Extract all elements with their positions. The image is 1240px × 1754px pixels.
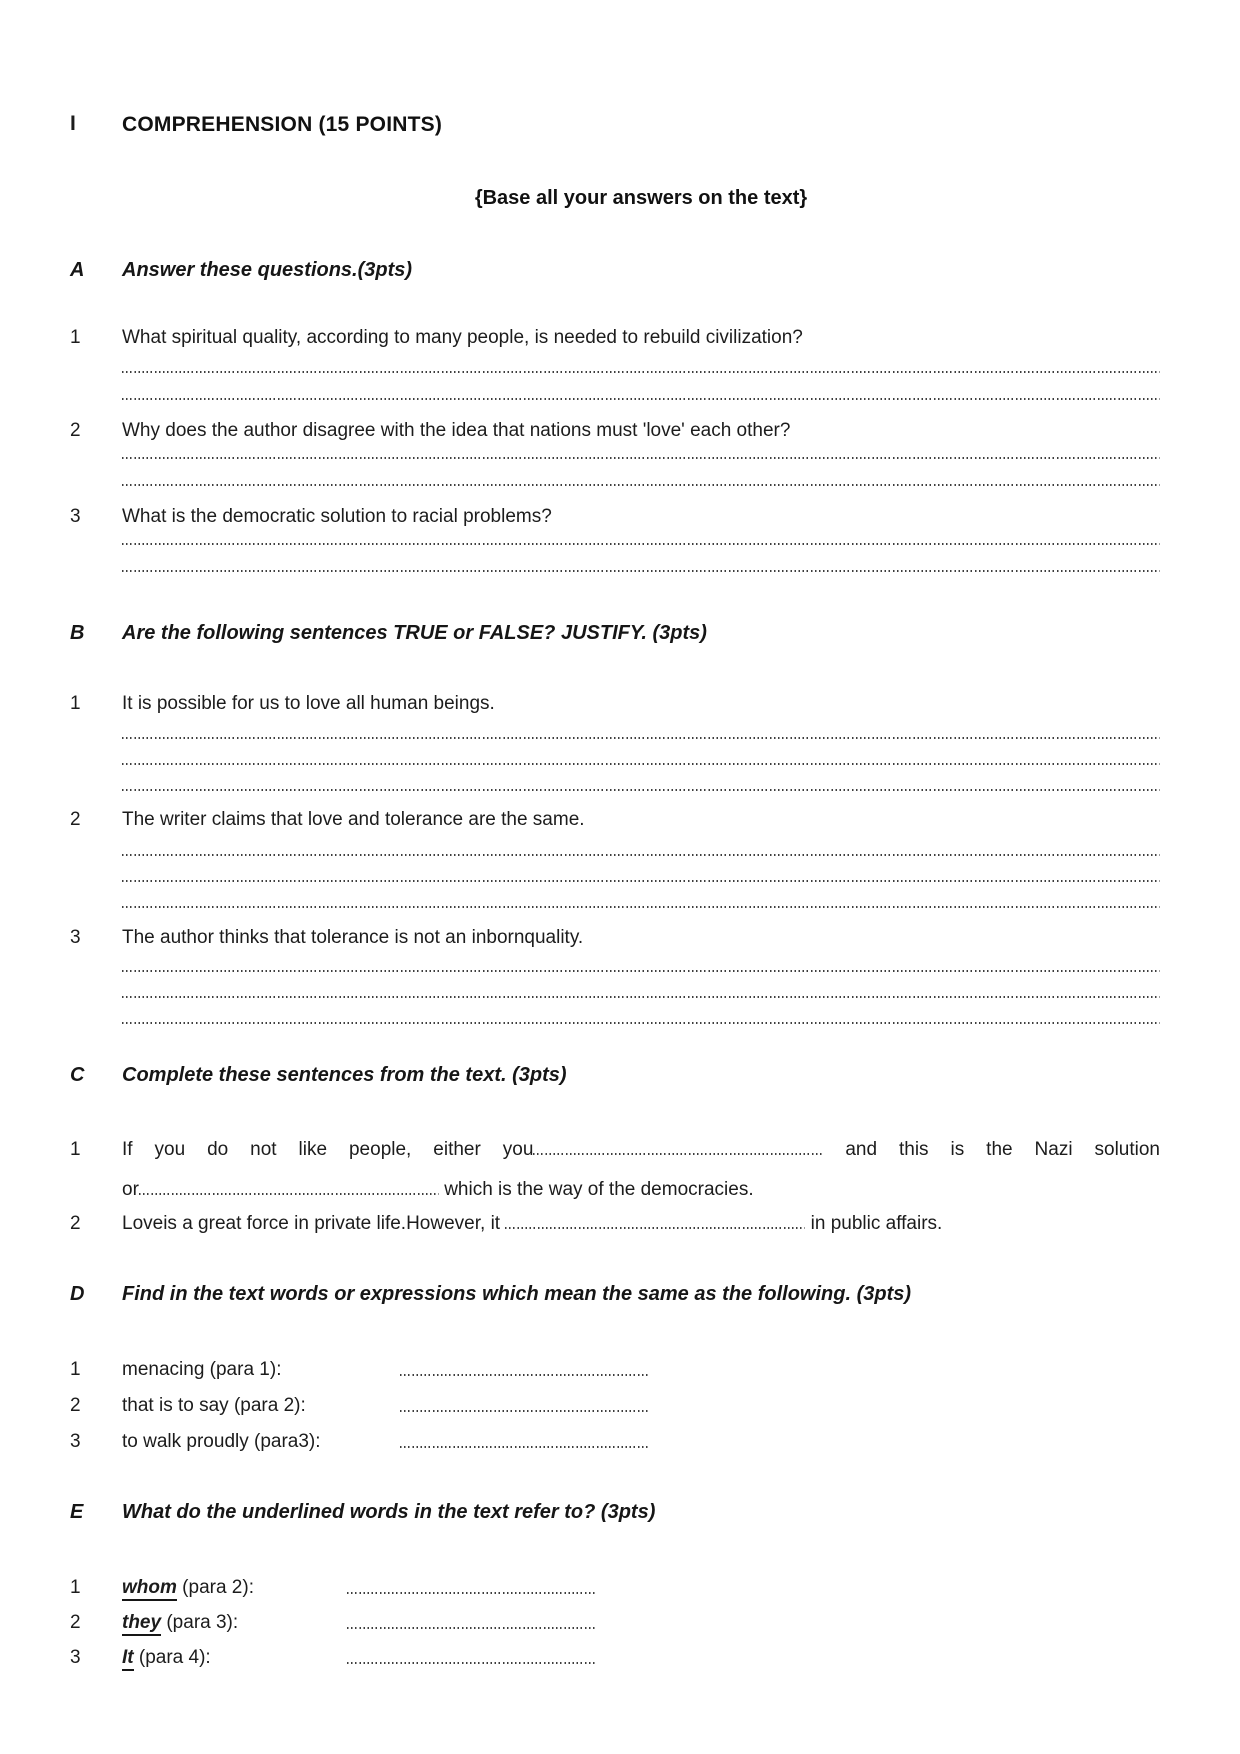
answer-line [122,789,1160,791]
completion-sentence [122,1212,1160,1236]
question-number: 1 [70,327,81,348]
reference-item [0,1646,1240,1672]
sentence-number: 1 [70,1139,81,1160]
statement-text: It is possible for us to love all human beings. [122,693,495,714]
section-d-letter: D [70,1283,85,1305]
answer-line [122,457,1160,459]
section-b-letter: B [70,622,85,644]
answer-line [122,880,1160,882]
question-text: What is the democratic solution to racial problems? [122,506,552,527]
sentence-fragment: Loveis a great force in private life.However, it [122,1213,501,1234]
answer-line [122,970,1160,972]
item-label [122,1611,238,1635]
instruction-line: {Base all your answers on the text} [474,187,808,209]
question-number: 3 [70,506,81,527]
section-roman-numeral: I [70,112,76,135]
question-text: Why does the author disagree with the idea that nations must 'love' each other? [122,420,791,441]
completion-sentence-line2 [122,1178,1160,1202]
sentence-fragment: and this is the Nazi solution [845,1139,1160,1160]
section-c-heading: Complete these sentences from the text. (3pts) [122,1064,567,1086]
answer-line [347,1592,595,1594]
vocabulary-item [0,1430,1240,1456]
item-label [122,1646,211,1670]
item-number: 1 [70,1359,81,1380]
item-number: 3 [70,1431,81,1452]
answer-line [122,906,1160,908]
item-paragraph-ref: (para 3): [166,1612,239,1633]
vocabulary-item [0,1394,1240,1420]
answer-line [400,1446,650,1448]
answer-line [400,1410,650,1412]
section-b-heading: Are the following sentences TRUE or FALSE? JUSTIFY. (3pts) [122,622,707,644]
underlined-word: It [122,1647,134,1671]
answer-line [122,737,1160,739]
question-number: 2 [70,420,81,441]
sentence-fragment: If you do not like people, either you [122,1139,534,1160]
reference-item [0,1611,1240,1637]
fill-in-blank [533,1153,823,1155]
sentence-fragment: or [122,1179,139,1200]
statement-number: 2 [70,809,81,830]
page-title: COMPREHENSION (15 POINTS) [122,113,443,136]
answer-line [122,996,1160,998]
answer-line [122,543,1160,545]
answer-line [400,1374,650,1376]
item-number: 3 [70,1647,81,1668]
answer-line [122,1022,1160,1024]
section-a-letter: A [70,259,85,281]
statement-text: The author thinks that tolerance is not an inbornquality. [122,927,584,948]
question-text: What spiritual quality, according to many people, is needed to rebuild civilization? [122,327,803,348]
answer-line [122,484,1160,486]
completion-sentence-line1 [122,1138,1160,1162]
section-d-heading: Find in the text words or expressions which mean the same as the following. (3pts) [122,1283,912,1305]
section-e-heading: What do the underlined words in the text refer to? (3pts) [122,1501,656,1523]
sentence-fragment: which is the way of the democracies. [444,1179,754,1200]
section-e-letter: E [70,1501,84,1523]
answer-line [122,398,1160,400]
item-paragraph-ref: (para 2): [182,1577,254,1598]
item-number: 2 [70,1612,81,1633]
underlined-word: they [122,1612,161,1636]
answer-line [347,1627,595,1629]
statement-number: 3 [70,927,81,948]
item-label: to walk proudly (para3): [122,1431,321,1452]
vocabulary-item [0,1358,1240,1384]
item-label: that is to say (para 2): [122,1395,306,1416]
reference-item [0,1576,1240,1602]
statement-number: 1 [70,693,81,714]
underlined-word: whom [122,1577,177,1601]
item-number: 2 [70,1395,81,1416]
section-c-letter: C [70,1064,85,1086]
section-a-heading: Answer these questions.(3pts) [122,259,413,281]
answer-line [122,854,1160,856]
item-label: menacing (para 1): [122,1359,282,1380]
sentence-fragment: in public affairs. [810,1213,943,1234]
item-number: 1 [70,1577,81,1598]
answer-line [347,1662,595,1664]
item-paragraph-ref: (para 4): [138,1647,211,1668]
fill-in-blank [139,1193,439,1195]
answer-line [122,570,1160,572]
sentence-number: 2 [70,1213,81,1234]
item-label [122,1576,254,1600]
answer-line [122,371,1160,373]
statement-text: The writer claims that love and tolerance are the same. [122,809,585,830]
fill-in-blank [505,1227,805,1229]
answer-line [122,763,1160,765]
